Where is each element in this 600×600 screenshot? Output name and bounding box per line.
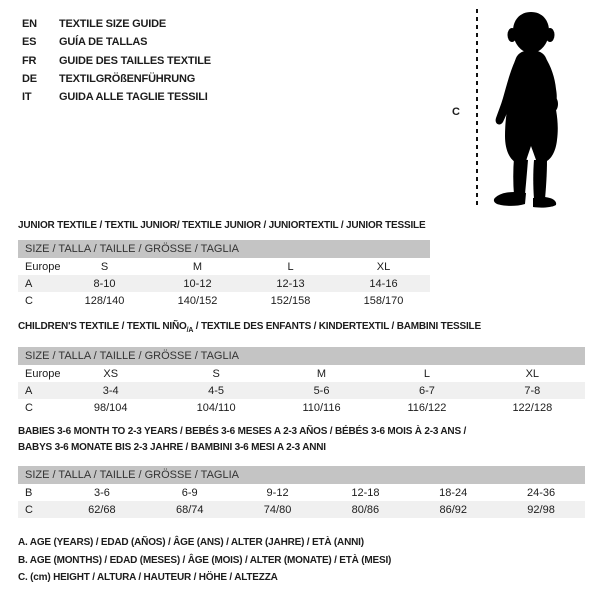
size-cell: 116/122	[407, 401, 447, 414]
size-cell: 122/128	[512, 401, 553, 414]
size-cell: 80/86	[351, 503, 380, 516]
size-cell: 14-16	[369, 277, 398, 290]
language-row	[22, 88, 211, 106]
size-cell: 3-4	[102, 384, 119, 397]
row-label: Europe	[25, 260, 61, 273]
size-cell: 3-6	[93, 486, 110, 499]
size-cell: 86/92	[439, 503, 467, 516]
size-cell: 92/98	[527, 503, 555, 516]
size-cell: 10-12	[183, 277, 212, 290]
children-size-table	[18, 347, 585, 416]
size-cell: 6-9	[181, 486, 198, 499]
size-cell: 8-10	[93, 277, 116, 290]
section-title-babies	[18, 424, 466, 455]
size-cell: 24-36	[526, 486, 556, 499]
size-header-bar: SIZE / TALLA / TAILLE / GRÖSSE / TAGLIA	[18, 240, 430, 258]
size-cell: XL	[525, 367, 540, 380]
lang-title: GUIDA ALLE TAGLIE TESSILI	[59, 91, 208, 104]
title-prefix: CHILDREN'S TEXTILE / TEXTIL NIÑO	[18, 321, 187, 332]
title-line-2: BABYS 3-6 MONATE BIS 2-3 JAHRE / BAMBINI 3-6 MESI A 2-3 ANNI	[18, 441, 326, 453]
row-label: C	[25, 503, 33, 516]
title-suffix: / TEXTILE DES ENFANTS / KINDERTEXTIL / BAMBINI TESSILE	[193, 321, 481, 332]
section-title-children	[18, 319, 481, 339]
size-cell: S	[212, 367, 220, 380]
row-label: C	[25, 401, 33, 414]
size-cell: XL	[376, 260, 391, 273]
height-measure-line	[476, 9, 478, 206]
size-cell: L	[287, 260, 294, 273]
lang-title: GUÍA DE TALLAS	[59, 36, 148, 49]
measure-label-c: C	[452, 106, 460, 118]
junior-size-table	[18, 240, 430, 309]
size-cell: L	[423, 367, 430, 380]
baby-silhouette-icon	[486, 8, 576, 208]
size-cell: 7-8	[524, 384, 541, 397]
note-a: A. AGE (YEARS) / EDAD (AÑOS) / ÂGE (ANS) / ALTER (JAHRE) / ETÀ (ANNI)	[18, 537, 364, 548]
size-cell: M	[192, 260, 203, 273]
size-cell: 152/158	[270, 294, 311, 307]
table-row	[18, 365, 585, 382]
language-list	[22, 15, 211, 106]
size-cell: S	[100, 260, 109, 273]
babies-size-table	[18, 466, 585, 518]
lang-code: FR	[22, 54, 37, 67]
size-cell: XS	[103, 367, 119, 380]
size-header-bar: SIZE / TALLA / TAILLE / GRÖSSE / TAGLIA	[18, 466, 585, 484]
language-row	[22, 52, 211, 70]
row-label: A	[25, 384, 33, 397]
note-c: C. (cm) HEIGHT / ALTURA / HAUTEUR / HÖHE / ALTEZZA	[18, 572, 278, 584]
table-row	[18, 484, 585, 501]
section-title-junior: JUNIOR TEXTILE / TEXTIL JUNIOR/ TEXTILE JUNIOR / JUNIORTEXTIL / JUNIOR TESSILE	[18, 220, 426, 231]
table-row	[18, 501, 585, 518]
size-cell: 4-5	[208, 384, 225, 397]
lang-title: TEXTILGRÖßENFÜHRUNG	[59, 73, 196, 86]
row-label: B	[25, 486, 33, 499]
size-cell: 128/140	[84, 294, 125, 307]
size-cell: 62/68	[88, 503, 116, 516]
legend-notes	[18, 534, 391, 587]
size-cell: 18-24	[439, 486, 468, 499]
size-cell: 9-12	[266, 486, 289, 499]
table-row	[18, 292, 430, 309]
language-row	[22, 70, 211, 88]
size-header-bar: SIZE / TALLA / TAILLE / GRÖSSE / TAGLIA	[18, 347, 585, 365]
title-subscript: /A	[186, 327, 194, 334]
size-cell: 6-7	[418, 384, 435, 397]
size-cell: 98/104	[93, 401, 128, 414]
table-row	[18, 382, 585, 399]
table-row	[18, 258, 430, 275]
lang-code: DE	[22, 73, 37, 86]
table-row	[18, 275, 430, 292]
language-row	[22, 15, 211, 33]
size-cell: 68/74	[175, 503, 204, 516]
size-cell: 158/170	[363, 294, 404, 307]
lang-code: ES	[22, 36, 37, 49]
row-label: C	[25, 294, 33, 307]
note-b: B. AGE (MONTHS) / EDAD (MESES) / ÂGE (MOIS) / ALTER (MONATE) / ETÀ (MESI)	[18, 554, 392, 566]
size-cell: 140/152	[177, 294, 218, 307]
size-cell: 5-6	[313, 384, 330, 397]
lang-title: TEXTILE SIZE GUIDE	[59, 18, 167, 31]
size-cell: 12-13	[276, 277, 305, 290]
size-cell: 74/80	[263, 503, 292, 516]
row-label: A	[25, 277, 33, 290]
size-cell: 110/116	[302, 401, 341, 414]
lang-title: GUIDE DES TAILLES TEXTILE	[59, 54, 211, 67]
size-cell: 12-18	[351, 486, 380, 499]
title-line-1: BABIES 3-6 MONTH TO 2-3 YEARS / BEBÉS 3-6 MESES A 2-3 AÑOS / BÉBÉS 3-6 MOIS À 2-3 ANS /	[18, 426, 467, 437]
lang-code: IT	[22, 91, 32, 104]
size-cell: M	[316, 367, 327, 380]
row-label: Europe	[25, 367, 61, 380]
table-row	[18, 399, 585, 416]
lang-code: EN	[22, 18, 37, 31]
size-cell: 104/110	[196, 401, 236, 414]
language-row	[22, 33, 211, 51]
